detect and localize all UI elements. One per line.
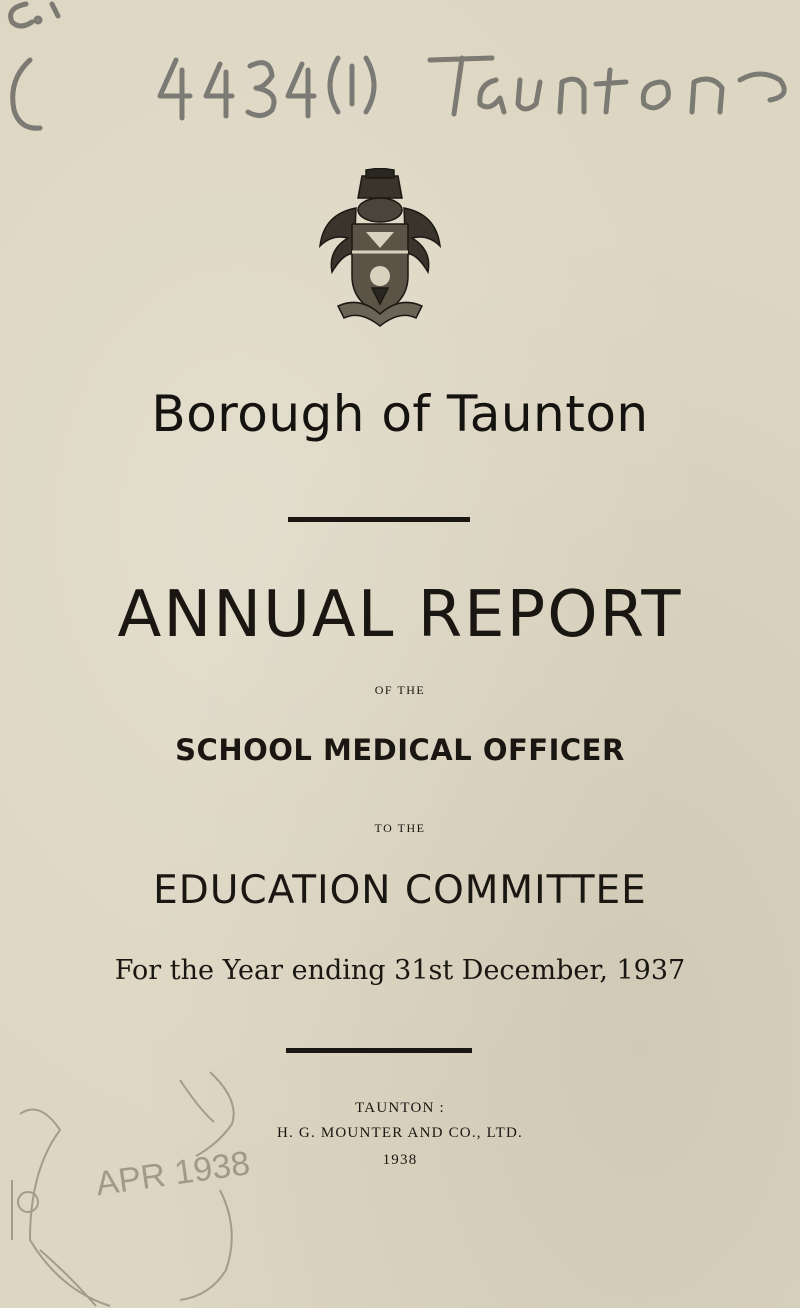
year-line: For the Year ending 31st December, 1937 [114,955,686,986]
imprint-year: 1938 [382,1152,418,1168]
handwritten-reference [0,0,800,140]
of-the-text: OF THE [374,683,426,697]
upper-divider [288,517,470,522]
to-the-text: TO THE [374,821,426,835]
officer-title: SCHOOL MEDICAL OFFICER [175,733,625,767]
imprint-printer: H. G. MOUNTER AND CO., LTD. [276,1125,524,1141]
stamp-text: APR 1938 [93,1144,253,1204]
report-title: ANNUAL REPORT [117,578,683,652]
borough-heading: Borough of Taunton [151,385,649,443]
imprint-place: TAUNTON : [355,1100,445,1116]
borough-crest [310,168,450,328]
lower-divider [286,1048,472,1053]
committee-title: EDUCATION COMMITTEE [153,868,647,913]
library-stamp [0,1060,420,1308]
